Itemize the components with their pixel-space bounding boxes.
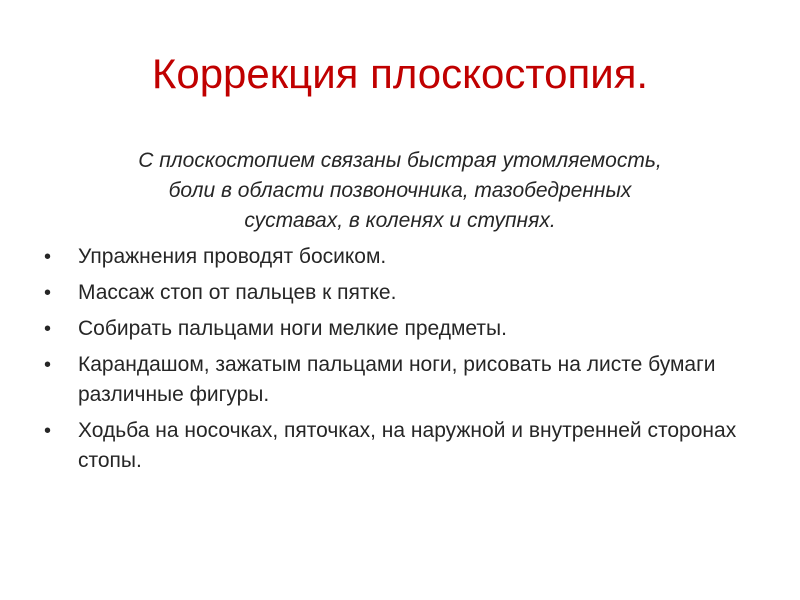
bullet-dot-icon: • (44, 318, 52, 340)
bullet-dot-icon: • (44, 354, 52, 376)
bullet-text: Массаж стоп от пальцев к пятке. (78, 281, 397, 304)
bullet-item (40, 242, 740, 272)
bullet-item (40, 314, 740, 344)
bullet-text: Собирать пальцами ноги мелкие предметы. (78, 317, 507, 340)
intro-paragraph (50, 146, 750, 236)
bullet-item (40, 350, 740, 410)
bullet-item (40, 416, 740, 476)
bullet-list (40, 242, 740, 482)
bullet-dot-icon: • (44, 420, 52, 442)
bullet-dot-icon: • (44, 246, 52, 268)
bullet-text: Карандашом, зажатым пальцами ноги, рисовать на листе бумаги различные фигуры. (78, 353, 716, 406)
slide-title: Коррекция плоскостопия. (151, 50, 649, 97)
intro-line: боли в области позвоночника, тазобедренных (168, 179, 632, 202)
bullet-text: Упражнения проводят босиком. (78, 245, 387, 268)
bullet-text: Ходьба на носочках, пяточках, на наружной и внутренней сторонах стопы. (78, 419, 737, 472)
bullet-dot-icon: • (44, 282, 52, 304)
intro-line: С плоскостопием связаны быстрая утомляемость, (138, 149, 662, 172)
bullet-item (40, 278, 740, 308)
intro-line: суставах, в коленях и ступнях. (244, 209, 556, 232)
